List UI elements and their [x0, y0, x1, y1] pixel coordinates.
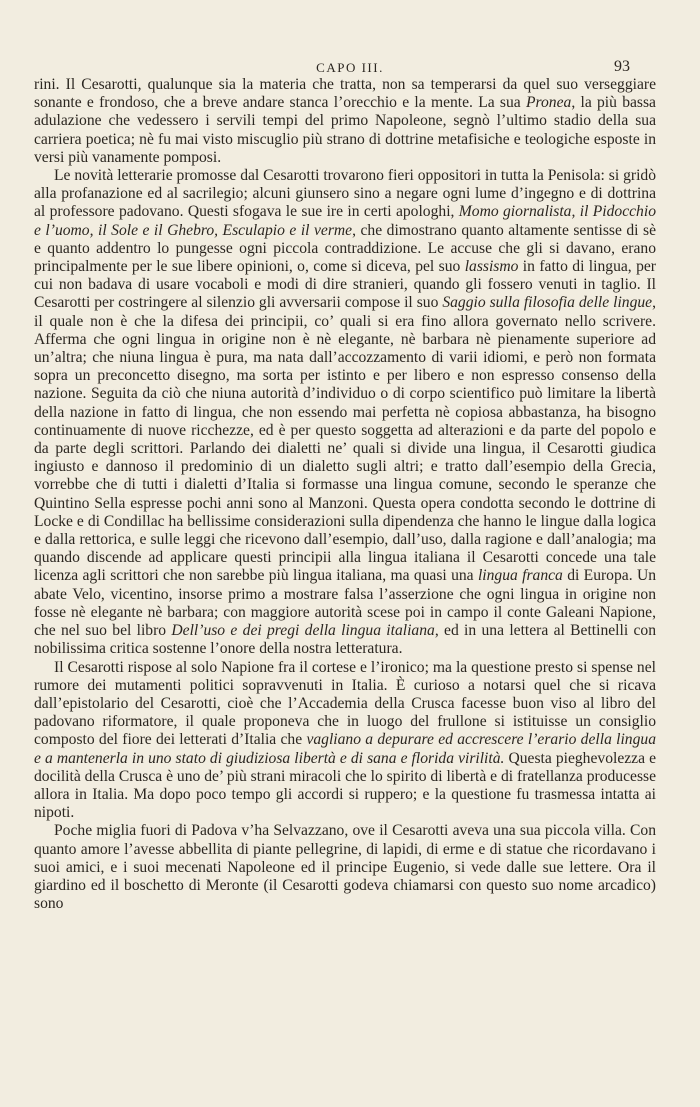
text-run: di Europa. Un abate Velo, vicentino, insorse primo a mostrare falsa l’asserzione che ogni lingua in origine non fosse nè elegante nè barbara; con maggiore autorità scese poi in campo il conte Galeani Napione, che nel suo bel libro	[34, 567, 656, 640]
italic-text: Pronea	[525, 94, 572, 112]
italic-text: lassismo	[464, 258, 519, 276]
italic-text: Dell’uso e dei pregi della lingua italiana	[171, 622, 435, 640]
italic-text: Momo giornalista, il Pidocchio e l’uomo, il Sole e il Ghebro, Esculapio e il verme	[34, 203, 656, 239]
text-run: Il Cesarotti rispose al solo Napione fra il cortese e l’ironico; ma la questione presto si spense nel rumore dei mutamenti politici sopravvenuti in Italia. È curioso a notarsi quel che si ricava dall’epistolario del Cesarotti, cioè che l’Accademia della Crusca facesse buon viso al libro del padovano riformatore, il quale proponeva che in luogo del frullone si istituisse un consiglio composto del fiore dei letterati d’Italia che	[34, 658, 656, 749]
paragraph	[34, 167, 656, 658]
text-run: , la più bassa adulazione che vedessero i servili tempi del primo Napoleone, segnò l’ultimo stadio della sua carriera poetica; nè fu mai visto miscuglio più strano di dottrine metafisiche e teologiche esposte in versi più vanamente pomposi.	[34, 94, 656, 166]
paragraph	[34, 822, 656, 913]
body-text	[34, 76, 656, 913]
text-run: rini. Il Cesarotti, qualunque sia la materia che tratta, non sa temperarsi da quel suo verseggiare sonante e frondoso, che a breve andare stanca l’orecchio e la mente. La sua	[34, 76, 656, 112]
text-run: , che dimostrano quanto altamente sentisse di sè e quanto addentro lo pungesse ogni piccola contraddizione. Le accuse che gli si davano, erano principalmente per le sue libere opinioni, o, come si diceva, pel suo	[34, 221, 656, 276]
text-run: , ed in una lettera al Bettinelli con nobilissima critica sostenne l’onore della nostra letteratura.	[34, 622, 657, 658]
page-number: 93	[614, 58, 630, 75]
text-run: Questa pieghevolezza e docilità della Crusca è uno de’ più strani miracoli che lo spirito di libertà e di fratellanza producesse allora in Italia. Ma dopo poco tempo gli accordi si ruppero; e la questione fu trasmessa intatta ai nipoti.	[34, 749, 656, 822]
text-run: Le novità letterarie promosse dal Cesarotti trovarono fieri oppositori in tutta la Penisola: si gridò alla profanazione ed al sacrilegio; alcuni giunsero sino a negare ogni lume d’ingegno e di dottrina al professore padovano. Questi sfogava le sue ire in certi apologhi,	[34, 167, 656, 221]
italic-text: vagliano a depurare ed accrescere l’erario della lingua e a mantenerla in uno stato di giudiziosa libertà e di sana e florida virilità.	[34, 731, 656, 767]
text-run: , il quale non è che la difesa dei principii, co’ quali si era fino allora governato nello scrivere. Afferma che ogni lingua in origine non è nè elegante, nè barbara nè pienamente superiore ad un’altra; che niuna lingua è pura, ma nata dall’accozzamento di varii idiomi, e però non formata sopra un preconcetto disegno, ma sorta per istinto e per libero e non espresso consenso della nazione. Seguita da ciò che niuna autorità d’individuo o di corpo scientifico può limitare la libertà della nazione in fatto di lingua, che non essendo mai perfetta nè copiosa abbastanza, ha bisogno continuamente di nuove ricchezze, ed è per questo soggetta ad alterazioni e da parte del popolo e da parte degli scrittori. Parlando dei dialetti ne’ quali si divide una lingua, il Cesarotti giudica ingiusto e dannoso il predominio di un dialetto sugli altri; e tratto dall’esempio della Grecia, vorrebbe che di tutti i dialetti d’Italia si formasse una lingua comune, secondo le speranze che Quintino Sella espresse pochi anni sono al Manzoni. Questa opera condotta secondo le dottrine di Locke e di Condillac ha bellissime considerazioni sulla dipendenza che hanno le lingue dalla logica e dalla rettorica, e sulle leggi che ricevono dall’esempio, dall’uso, dalla ragione e dall’analogia; ma quando discende ad applicare questi principii alla lingua italiana il Cesarotti concede una tale licenza agli scrittori che non sarebbe più lingua italiana, ma quasi una	[34, 294, 657, 585]
paragraph	[34, 76, 656, 167]
text-run: Poche miglia fuori di Padova v’ha Selvazzano, ove il Cesarotti aveva una sua piccola villa. Con quanto amore l’avesse abbellita di piante pellegrine, di lapidi, di erme e di statue che ricordavano i suoi amici, e i suoi mecenati Napoleone ed il principe Eugenio, si vede dalle sue lettere. Ora il giardino ed il boschetto di Meronte (il Cesarotti godeva chiamarsi con questo suo nome arcadico) sono	[34, 822, 656, 913]
italic-text: lingua franca	[477, 567, 563, 585]
running-title: CAPO III.	[316, 60, 384, 75]
text-run: in fatto di lingua, per cui non badava di usare vocaboli e modi di dire stranieri, quando gli fossero venuti in taglio. Il Cesarotti per costringere al silenzio gli avversarii compose il suo	[34, 258, 656, 312]
italic-text: Saggio sulla filosofia delle lingue	[442, 294, 653, 312]
paragraph	[34, 659, 656, 823]
